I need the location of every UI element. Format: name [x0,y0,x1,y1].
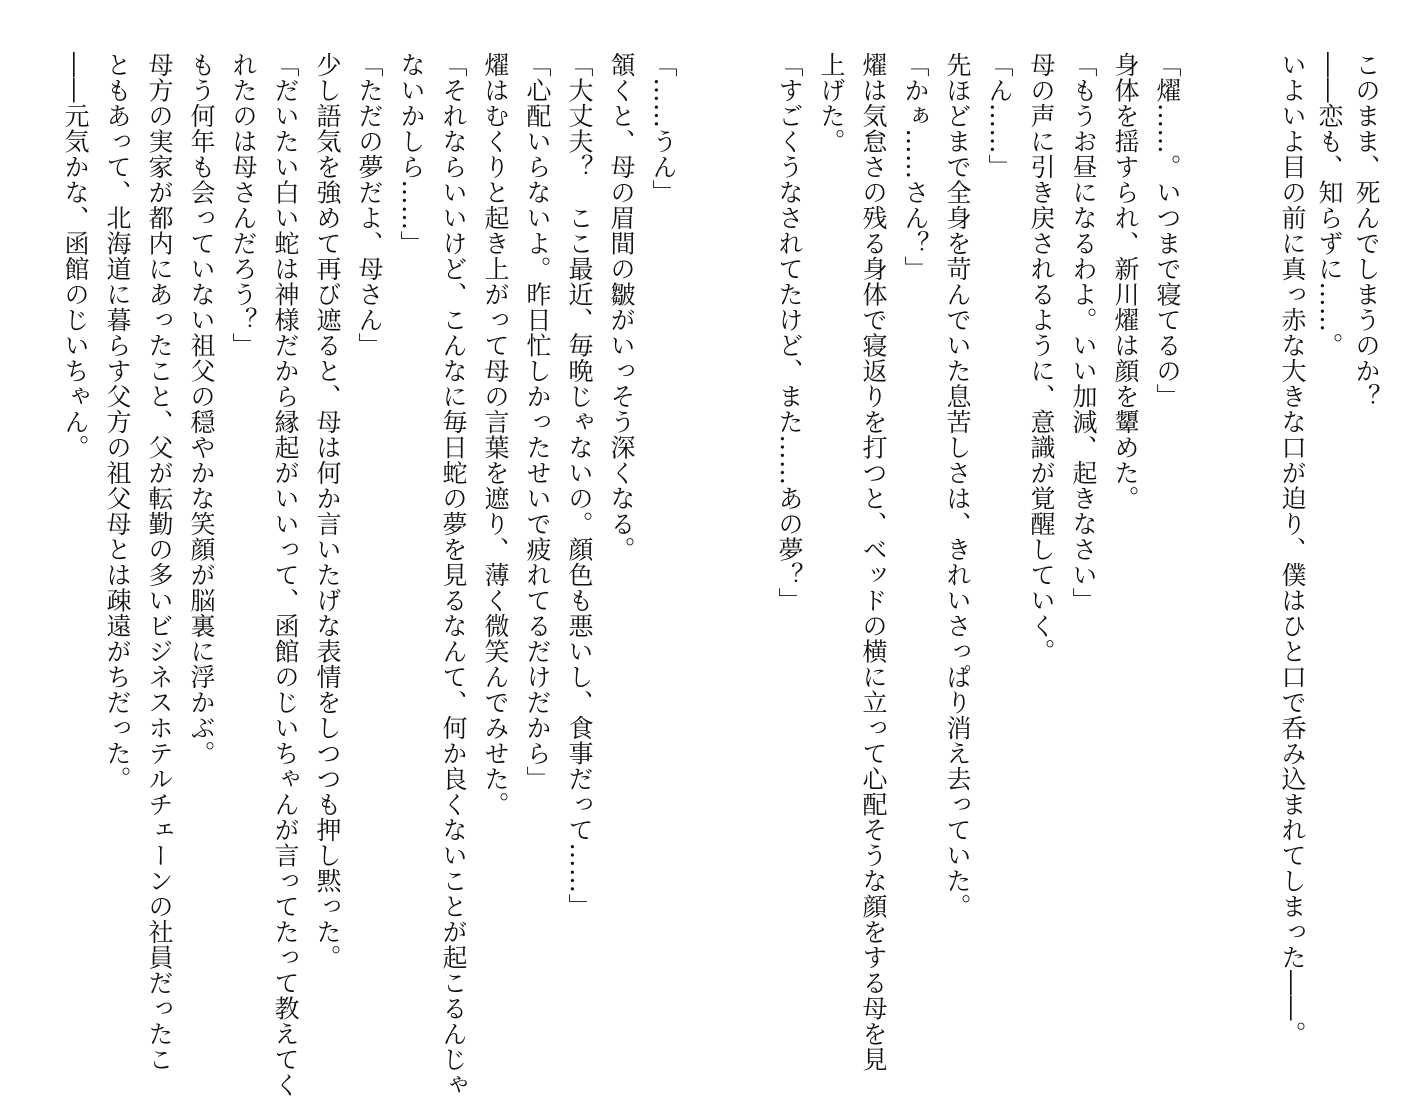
text-line-4: 「燿……。いつまで寝てるの」 [1153,52,1182,409]
text-line-26: 少し語気を強めて再び遮ると、母は何か言いたげな表情をしつつも押し黙った。 [313,52,342,970]
text-line-12: 上げた。 [817,52,846,154]
text-line-2: ――恋も、知らずに……。 [1315,52,1344,358]
text-line-6: 「もうお昼になるわよ。いい加減、起きなさい」 [1069,52,1098,613]
text-line-9: 先ほどまで全身を苛んでいた息苦しさは、きれいさっぱり消え去っていた。 [943,52,972,919]
text-line-3: いよいよ目の前に真っ赤な大きな口が迫り、僕はひと口で呑み込まれてしまった――。 [1278,52,1307,1047]
text-line-30: 母方の実家が都内にあったこと、父が転勤の多いビジネスホテルチェーンの社員だったこ [145,52,174,1072]
text-line-1: このまま、死んでしまうのか？ [1352,52,1381,409]
text-line-5: 身体を揺すられ、新川燿は顔を顰めた。 [1111,52,1140,511]
text-line-11: 燿は気怠さの残る身体で寝返りを打つと、ベッドの横に立って心配そうな顔をする母を見 [859,52,888,1072]
text-line-24: ないかしら……」 [397,52,426,256]
text-line-27: 「だいたい白い蛇は神様だから縁起がいいって、函館のじいちゃんが言ってたって教えてく [271,52,300,1098]
text-line-8: 「ん……」 [985,52,1014,180]
text-line-31: ともあって、北海道に暮らす父方の祖父母とは疎遠がちだった。 [103,52,132,792]
text-line-25: 「ただの夢だよ、母さん」 [355,52,384,358]
text-line-21: 「心配いらないよ。昨日忙しかったせいで疲れてるだけだから」 [523,52,552,792]
text-line-29: もう何年も会っていない祖父の穏やかな笑顔が脳裏に浮かぶ。 [187,52,216,766]
text-line-28: れたのは母さんだろう？」 [229,52,258,358]
text-line-7: 母の声に引き戻されるように、意識が覚醒していく。 [1027,52,1056,664]
text-line-10: 「かぁ……さん？」 [901,52,930,282]
text-line-13: 「すごくうなされてたけど、また……あの夢？」 [775,52,804,613]
text-line-20: 「大丈夫？ ここ最近、毎晩じゃないの。顔色も悪いし、食事だって……」 [565,52,594,919]
text-line-18: 「……うん」 [649,52,678,205]
text-line-22: 燿はむくりと起き上がって母の言葉を遮り、薄く微笑んでみせた。 [481,52,510,817]
text-line-19: 頷くと、母の眉間の皺がいっそう深くなる。 [607,52,636,562]
text-line-23: 「それならいいけど、こんなに毎日蛇の夢を見るなんて、何か良くないことが起こるんじゃ [439,52,468,1098]
text-line-32: ――元気かな、函館のじいちゃん。 [61,52,90,460]
